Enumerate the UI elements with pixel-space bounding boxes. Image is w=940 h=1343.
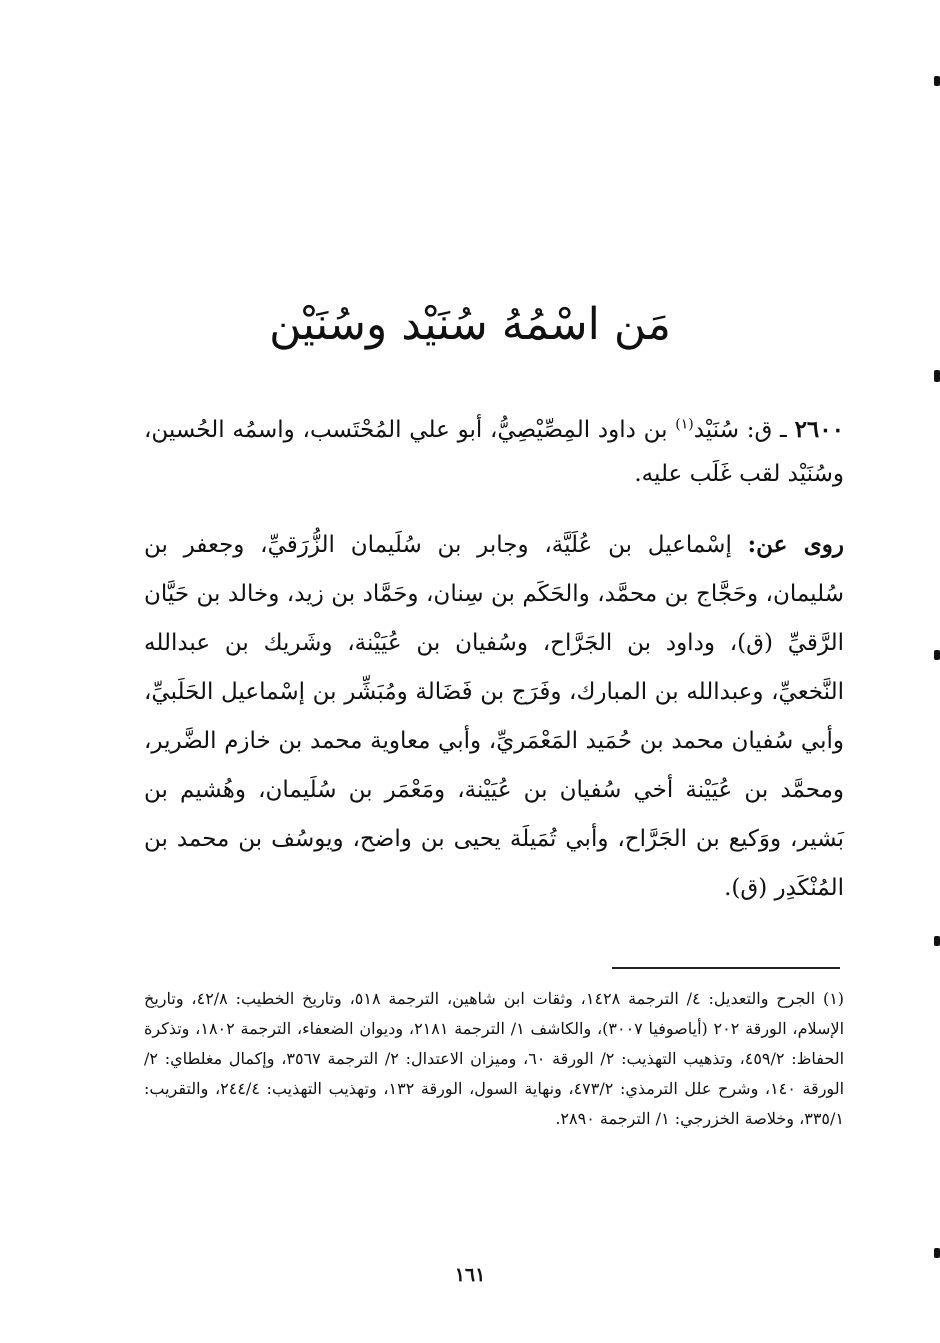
edge-mark [934,936,940,946]
edge-mark [934,650,940,660]
entry-body-text: بن داود المِصِّيْصِيُّ، أبو علي المُحْتَسب، واسمُه الحُسين، وسُنَيْد لقب غَلَب عليه. [144,417,844,487]
entry-heading-text: ـ ق: سُنَيْد [693,417,787,443]
edge-mark [934,76,940,86]
narrators-list: إسْماعيل بن عُلَيَّة، وجابر بن سُلَيمان الزُّرَقيِّ، وجعفر بن سُليمان، وحَجَّاج بن محمَّد، والحَكَم بن سِنان، وحَمَّاد بن زيد، وخالد بن حَيَّان الرَّقيِّ (ق)، وداود بن الجَرَّاح، وسُفيان بن عُيَيْنة، وشَريك بن عبدالله النَّخعيِّ، وعبدالله بن المبارك، وفَرَج بن فَضَالة ومُبَشِّر بن إسْماعيل الحَلَبيِّ، وأبي سُفيان محمد بن حُمَيد المَعْمَريِّ، وأبي معاوية محمد بن خازم الضَّرير، ومحمَّد بن عُيَيْنة أخي سُفيان بن عُيَيْنة، ومَعْمَر بن سُلَيمان، وهُشيم بن بَشير، ووَكيع بن الجَرَّاح، وأبي تُمَيلَة يحيى بن واضح، ويوسُف بن محمد بن المُنْكَدِر (ق). [144,532,844,901]
footnote-separator [612,967,840,969]
edge-mark [934,370,940,382]
narrators-label: روى عن: [747,531,844,558]
footnote-reference[interactable]: (١) [675,416,694,433]
entry-paragraph [144,408,844,496]
narrators-paragraph [144,520,844,913]
page-number: ١٦١ [454,1264,486,1286]
entry-number: ٢٦٠٠ [794,416,844,443]
chapter-title: مَن اسْمُهُ سُنَيْد وسُنَيْن [269,299,671,350]
edge-mark [934,1248,940,1258]
footnote-text: (١) الجرح والتعديل: ٤/ الترجمة ١٤٢٨، وثقات ابن شاهين، الترجمة ٥١٨، وتاريخ الخطيب: ٤٢/٨، وتاريخ الإسلام، الورقة ٢٠٢ (أياصوفيا ٣٠٠٧)، والكاشف ١/ الترجمة ٢١٨١، وديوان الضعفاء، الترجمة ١٨٠٢، وتذكرة الحفاظ: ٤٥٩/٢، وتذهيب التهذيب: ٢/ الورقة ٦٠، وميزان الاعتدال: ٢/ الترجمة ٣٥٦٧، وإكمال مغلطاي: ٢/ الورقة ١٤٠، وشرح علل الترمذي: ٤٧٣/٢، ونهاية السول، الورقة ١٣٢، وتهذيب التهذيب: ٢٤٤/٤، والتقريب: ٣٣٥/١، وخلاصة الخزرجي: ١/ الترجمة ٢٨٩٠. [144,989,845,1128]
